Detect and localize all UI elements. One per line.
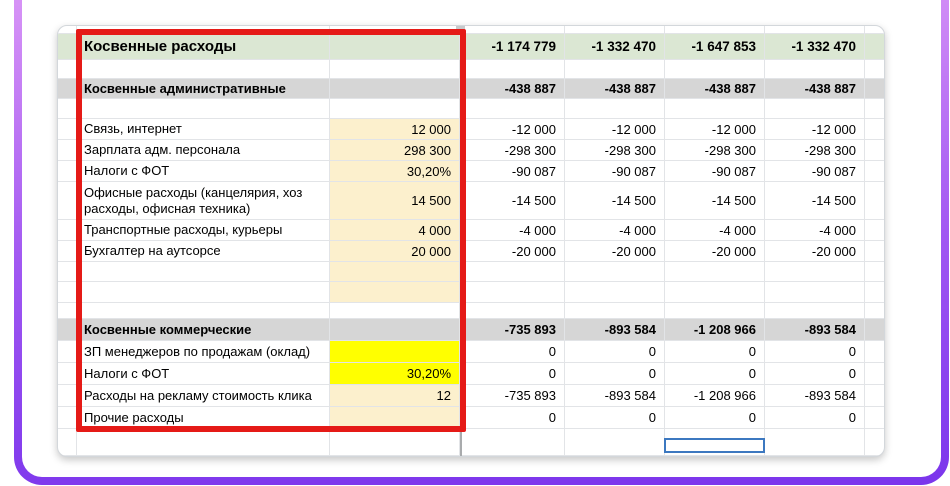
- value-cell[interactable]: 0: [665, 363, 765, 384]
- row-stripe-cell[interactable]: [58, 34, 77, 59]
- row-stripe-cell[interactable]: [58, 161, 77, 181]
- input-cell[interactable]: [330, 407, 460, 428]
- value-cell[interactable]: -14 500: [765, 182, 865, 219]
- label-cell[interactable]: Офисные расходы (канцелярия, хоз расходы, офисная техника): [77, 182, 330, 219]
- edge-cell[interactable]: [865, 60, 884, 78]
- table-row: [58, 282, 884, 303]
- input-cell[interactable]: 30,20%: [330, 161, 460, 181]
- value-cell[interactable]: -298 300: [665, 140, 765, 160]
- edge-cell[interactable]: [865, 385, 884, 406]
- input-cell[interactable]: 12 000: [330, 119, 460, 139]
- frozen-pane-divider[interactable]: [460, 26, 462, 456]
- label-cell[interactable]: Налоги с ФОТ: [77, 363, 330, 384]
- input-cell[interactable]: 20 000: [330, 241, 460, 261]
- label-cell[interactable]: Косвенные административные: [77, 79, 330, 98]
- table-row: [58, 182, 884, 220]
- label-cell[interactable]: [77, 429, 330, 455]
- table-row: [58, 363, 884, 385]
- value-cell[interactable]: 0: [460, 341, 565, 362]
- row-stripe-cell[interactable]: [58, 319, 77, 340]
- value-cell[interactable]: [765, 262, 865, 281]
- row-stripe-cell[interactable]: [58, 303, 77, 318]
- value-cell[interactable]: -90 087: [565, 161, 665, 181]
- input-cell[interactable]: [330, 262, 460, 281]
- edge-cell[interactable]: [865, 26, 884, 33]
- input-cell[interactable]: [330, 79, 460, 98]
- label-cell[interactable]: Косвенные расходы: [77, 34, 330, 59]
- input-cell[interactable]: [330, 429, 460, 455]
- edge-cell[interactable]: [865, 119, 884, 139]
- value-cell[interactable]: [765, 60, 865, 78]
- value-cell[interactable]: [665, 60, 765, 78]
- value-cell[interactable]: -1 332 470: [565, 34, 665, 59]
- value-cell[interactable]: -12 000: [765, 119, 865, 139]
- value-cell[interactable]: 0: [765, 363, 865, 384]
- row-stripe-cell[interactable]: [58, 119, 77, 139]
- value-cell[interactable]: -893 584: [565, 319, 665, 340]
- value-cell[interactable]: [565, 26, 665, 33]
- value-cell[interactable]: -1 332 470: [765, 34, 865, 59]
- input-cell[interactable]: 30,20%: [330, 363, 460, 384]
- input-cell[interactable]: 12: [330, 385, 460, 406]
- value-cell[interactable]: -1 174 779: [460, 34, 565, 59]
- label-cell[interactable]: [77, 282, 330, 302]
- table-row: [58, 26, 884, 34]
- row-stripe-cell[interactable]: [58, 99, 77, 118]
- value-cell[interactable]: [665, 303, 765, 318]
- row-stripe-cell[interactable]: [58, 182, 77, 219]
- value-cell[interactable]: [565, 282, 665, 302]
- row-stripe-cell[interactable]: [58, 429, 77, 455]
- value-cell[interactable]: [460, 303, 565, 318]
- edge-cell[interactable]: [865, 341, 884, 362]
- value-cell[interactable]: [565, 262, 665, 281]
- value-cell[interactable]: 0: [565, 341, 665, 362]
- row-stripe-cell[interactable]: [58, 241, 77, 261]
- row-stripe-cell[interactable]: [58, 262, 77, 281]
- table-row: [58, 140, 884, 161]
- value-cell[interactable]: [565, 99, 665, 118]
- value-cell[interactable]: -12 000: [665, 119, 765, 139]
- row-stripe-cell[interactable]: [58, 407, 77, 428]
- table-row: [58, 407, 884, 429]
- label-cell[interactable]: Косвенные коммерческие: [77, 319, 330, 340]
- edge-cell[interactable]: [865, 303, 884, 318]
- selected-cell-outline[interactable]: [664, 438, 765, 453]
- label-cell[interactable]: Налоги с ФОТ: [77, 161, 330, 181]
- edge-cell[interactable]: [865, 407, 884, 428]
- value-cell[interactable]: -1 208 966: [665, 319, 765, 340]
- value-cell[interactable]: -20 000: [565, 241, 665, 261]
- spreadsheet-card: [57, 25, 885, 457]
- input-cell[interactable]: 14 500: [330, 182, 460, 219]
- edge-cell[interactable]: [865, 140, 884, 160]
- input-cell[interactable]: [330, 26, 460, 33]
- input-cell[interactable]: [330, 303, 460, 318]
- value-cell[interactable]: 0: [765, 341, 865, 362]
- label-cell[interactable]: [77, 99, 330, 118]
- value-cell[interactable]: -14 500: [460, 182, 565, 219]
- value-cell[interactable]: -298 300: [765, 140, 865, 160]
- row-stripe-cell[interactable]: [58, 363, 77, 384]
- value-cell[interactable]: -14 500: [565, 182, 665, 219]
- value-cell[interactable]: [765, 282, 865, 302]
- row-stripe-cell[interactable]: [58, 341, 77, 362]
- value-cell[interactable]: [460, 26, 565, 33]
- input-cell[interactable]: [330, 34, 460, 59]
- label-cell[interactable]: Расходы на рекламу стоимость клика: [77, 385, 330, 406]
- value-cell[interactable]: -298 300: [460, 140, 565, 160]
- edge-cell[interactable]: [865, 79, 884, 98]
- input-cell[interactable]: [330, 282, 460, 302]
- table-row: [58, 341, 884, 363]
- value-cell[interactable]: [765, 26, 865, 33]
- edge-cell[interactable]: [865, 282, 884, 302]
- label-cell[interactable]: Прочие расходы: [77, 407, 330, 428]
- value-cell[interactable]: [460, 60, 565, 78]
- label-cell[interactable]: [77, 60, 330, 78]
- value-cell[interactable]: -20 000: [765, 241, 865, 261]
- table-row: [58, 241, 884, 262]
- value-cell[interactable]: -4 000: [460, 220, 565, 240]
- value-cell[interactable]: 0: [765, 407, 865, 428]
- value-cell[interactable]: -90 087: [765, 161, 865, 181]
- value-cell[interactable]: [665, 99, 765, 118]
- row-stripe-cell[interactable]: [58, 220, 77, 240]
- value-cell[interactable]: -4 000: [565, 220, 665, 240]
- label-cell[interactable]: Бухгалтер на аутсорсе: [77, 241, 330, 261]
- edge-cell[interactable]: [865, 363, 884, 384]
- spreadsheet-grid: [58, 26, 884, 456]
- value-cell[interactable]: -4 000: [665, 220, 765, 240]
- table-row: [58, 303, 884, 319]
- value-cell[interactable]: -14 500: [665, 182, 765, 219]
- value-cell[interactable]: 0: [460, 407, 565, 428]
- value-cell[interactable]: [665, 26, 765, 33]
- value-cell[interactable]: -1 647 853: [665, 34, 765, 59]
- value-cell[interactable]: -1 208 966: [665, 385, 765, 406]
- value-cell[interactable]: -20 000: [665, 241, 765, 261]
- value-cell[interactable]: [665, 262, 765, 281]
- edge-cell[interactable]: [865, 220, 884, 240]
- row-stripe-cell[interactable]: [58, 79, 77, 98]
- value-cell[interactable]: -12 000: [460, 119, 565, 139]
- edge-cell[interactable]: [865, 99, 884, 118]
- value-cell[interactable]: -298 300: [565, 140, 665, 160]
- table-row: [58, 60, 884, 79]
- label-cell[interactable]: [77, 303, 330, 318]
- edge-cell[interactable]: [865, 241, 884, 261]
- edge-cell[interactable]: [865, 319, 884, 340]
- row-stripe-cell[interactable]: [58, 60, 77, 78]
- value-cell[interactable]: [460, 282, 565, 302]
- value-cell[interactable]: -90 087: [460, 161, 565, 181]
- value-cell[interactable]: 0: [460, 363, 565, 384]
- value-cell[interactable]: -735 893: [460, 319, 565, 340]
- input-cell[interactable]: [330, 99, 460, 118]
- row-stripe-cell[interactable]: [58, 140, 77, 160]
- value-cell[interactable]: -438 887: [665, 79, 765, 98]
- value-cell[interactable]: -438 887: [460, 79, 565, 98]
- input-cell[interactable]: [330, 341, 460, 362]
- frozen-pane-handle[interactable]: [456, 26, 465, 34]
- label-cell[interactable]: Зарплата адм. персонала: [77, 140, 330, 160]
- value-cell[interactable]: 0: [665, 407, 765, 428]
- edge-cell[interactable]: [865, 161, 884, 181]
- value-cell[interactable]: [565, 60, 665, 78]
- value-cell[interactable]: [565, 303, 665, 318]
- label-cell[interactable]: Транспортные расходы, курьеры: [77, 220, 330, 240]
- value-cell[interactable]: 0: [665, 341, 765, 362]
- table-row: [58, 262, 884, 282]
- value-cell[interactable]: [565, 429, 665, 455]
- edge-cell[interactable]: [865, 429, 884, 455]
- label-cell[interactable]: Связь, интернет: [77, 119, 330, 139]
- value-cell[interactable]: [460, 99, 565, 118]
- label-cell[interactable]: [77, 26, 330, 33]
- input-cell[interactable]: 298 300: [330, 140, 460, 160]
- value-cell[interactable]: -90 087: [665, 161, 765, 181]
- value-cell[interactable]: -20 000: [460, 241, 565, 261]
- value-cell[interactable]: -893 584: [765, 385, 865, 406]
- label-cell[interactable]: ЗП менеджеров по продажам (оклад): [77, 341, 330, 362]
- table-row: [58, 161, 884, 182]
- value-cell[interactable]: 0: [565, 363, 665, 384]
- value-cell[interactable]: -735 893: [460, 385, 565, 406]
- value-cell[interactable]: [765, 429, 865, 455]
- value-cell[interactable]: [665, 282, 765, 302]
- value-cell[interactable]: -893 584: [565, 385, 665, 406]
- edge-cell[interactable]: [865, 182, 884, 219]
- value-cell[interactable]: [765, 99, 865, 118]
- table-row: [58, 385, 884, 407]
- value-cell[interactable]: [765, 303, 865, 318]
- value-cell[interactable]: [460, 429, 565, 455]
- row-stripe-cell[interactable]: [58, 385, 77, 406]
- table-row: [58, 119, 884, 140]
- input-cell[interactable]: [330, 60, 460, 78]
- row-stripe-cell[interactable]: [58, 26, 77, 33]
- table-row: [58, 99, 884, 119]
- value-cell[interactable]: [460, 262, 565, 281]
- edge-cell[interactable]: [865, 34, 884, 59]
- label-cell[interactable]: [77, 262, 330, 281]
- edge-cell[interactable]: [865, 262, 884, 281]
- value-cell[interactable]: -438 887: [565, 79, 665, 98]
- value-cell[interactable]: -4 000: [765, 220, 865, 240]
- table-row: [58, 34, 884, 60]
- table-row: [58, 319, 884, 341]
- row-stripe-cell[interactable]: [58, 282, 77, 302]
- value-cell[interactable]: -438 887: [765, 79, 865, 98]
- value-cell[interactable]: -12 000: [565, 119, 665, 139]
- input-cell[interactable]: 4 000: [330, 220, 460, 240]
- input-cell[interactable]: [330, 319, 460, 340]
- value-cell[interactable]: 0: [565, 407, 665, 428]
- table-row: [58, 220, 884, 241]
- value-cell[interactable]: -893 584: [765, 319, 865, 340]
- table-row: [58, 79, 884, 99]
